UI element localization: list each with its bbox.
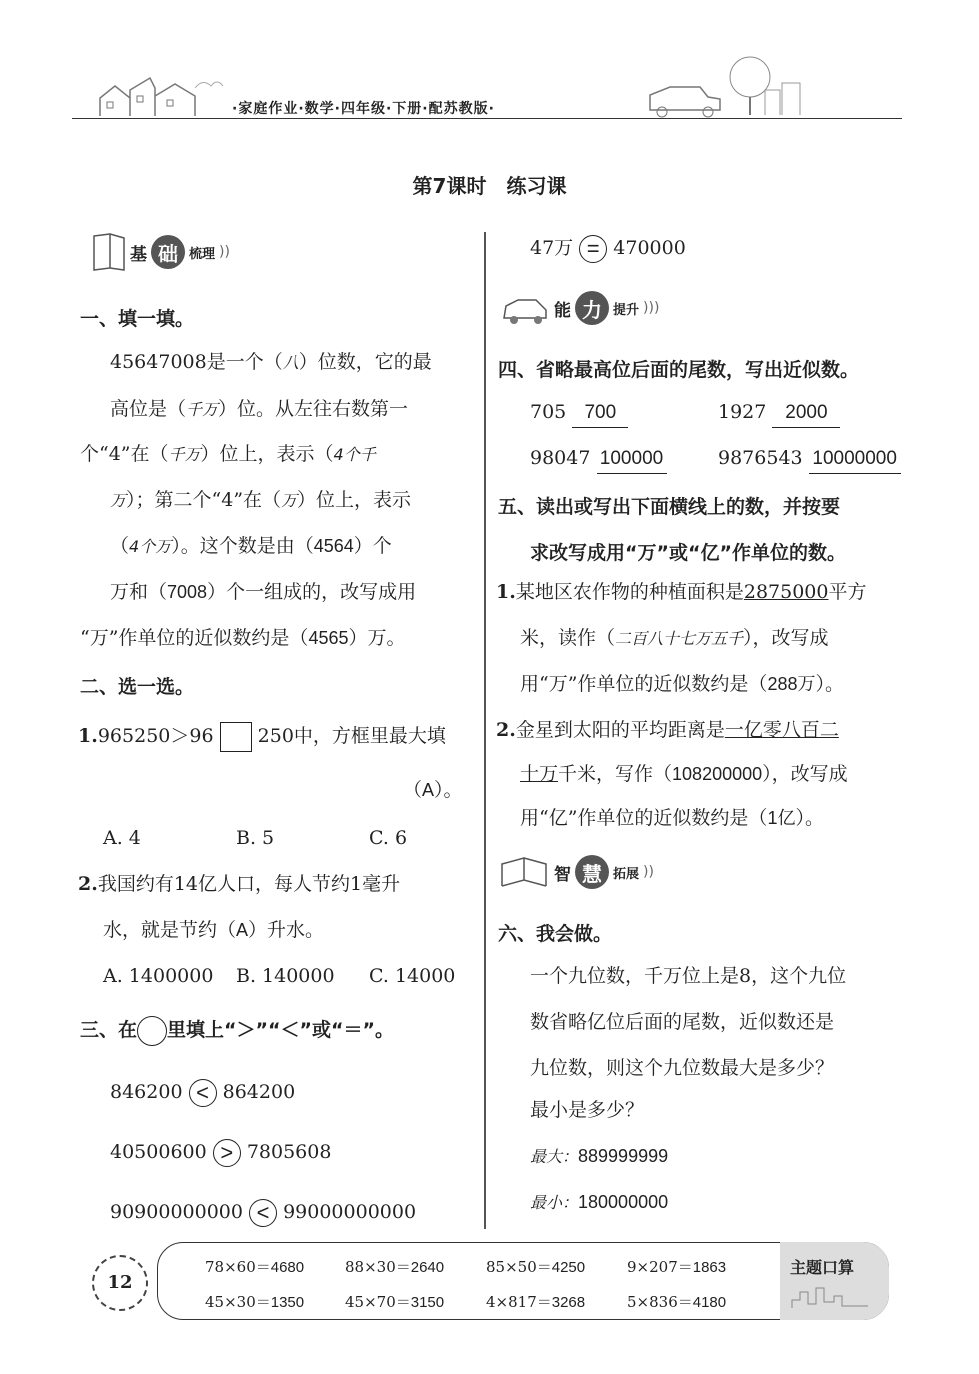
s3-row-1: 846200 < 864200: [110, 1080, 296, 1105]
s1-line-2: 高位是（千万）位。从左往右数第一: [110, 398, 409, 420]
s6-min: 最小：180000000: [530, 1192, 669, 1212]
car-icon: [500, 290, 550, 326]
skyline-icon: [790, 1282, 870, 1310]
calc-1: 78×60＝4680: [205, 1258, 305, 1276]
s2-q2-option-b: B. 140000: [236, 965, 335, 987]
s1-line-7: “万”作单位的近似数约是（4565）万。: [80, 627, 406, 649]
s5-q1-line-2: 米，读作（二百八十七万五千），改写成: [520, 627, 829, 649]
s1-line-4: 万）；第二个“4”在（万）位上，表示: [110, 489, 412, 511]
s6-line-4: 最小是多少？: [530, 1099, 645, 1121]
s2-q1-option-b: B. 5: [236, 827, 275, 849]
badge-basic: 基 础 梳理 )): [90, 232, 230, 272]
circle-icon: [137, 1016, 167, 1046]
s5-q2-line-1: 2.金星到太阳的平均距离是一亿零八百二: [496, 719, 839, 741]
section-6-title: 六、我会做。: [498, 923, 613, 945]
section-5-title-1: 五、读出或写出下面横线上的数，并按要: [498, 496, 841, 518]
book-icon: [90, 232, 126, 272]
s2-q1-option-a: A. 4: [103, 827, 141, 849]
s4-item-4: 9876543 10000000: [718, 444, 901, 474]
section-3-title: 三、在 里填上“＞”“＜”或“＝”。: [80, 1015, 394, 1046]
badge-ability: 能 力 提升 ))): [500, 290, 659, 326]
s2-q2-option-a: A. 1400000: [103, 965, 214, 987]
badge-wisdom: 智 慧 拓展 )): [500, 852, 654, 892]
s1-line-3: 个“4”在（千万）位上，表示（4个千: [80, 443, 376, 465]
s2-q2-line-1: 2.我国约有14亿人口，每人节约1毫升: [78, 873, 401, 895]
houses-illustration: [95, 68, 225, 120]
section-4-title: 四、省略最高位后面的尾数，写出近似数。: [498, 359, 860, 381]
s5-q2-line-3: 用“亿”作单位的近似数约是（1亿）。: [520, 807, 824, 829]
calc-7: 4×817＝3268: [486, 1293, 586, 1311]
page-title: 第7课时 练习课: [412, 174, 567, 198]
s4-item-3: 98047 100000: [530, 444, 667, 474]
digit-box: [220, 722, 252, 752]
s2-q2-line-2: 水，就是节约（A）升水。: [103, 919, 325, 941]
column-divider: [484, 232, 486, 1229]
open-book-icon: [500, 852, 550, 892]
s4-item-1: 705 700: [530, 398, 628, 428]
calc-6: 45×70＝3150: [345, 1293, 445, 1311]
s1-line-1: 45647008是一个（八）位数，它的最: [110, 351, 432, 373]
s6-line-1: 一个九位数，千万位上是8，这个九位: [530, 965, 847, 987]
s2-q2-option-c: C. 14000: [369, 965, 456, 987]
s2-q1: 1.965250＞96 250中，方框里最大填: [78, 722, 446, 752]
section-2-title: 二、选一选。: [80, 676, 195, 698]
s5-q1-line-1: 1.某地区农作物的种植面积是2875000平方: [496, 581, 867, 603]
page-number: 12: [92, 1255, 148, 1311]
s3-row-3: 90900000000 < 99000000000: [110, 1200, 417, 1225]
section-1-title: 一、填一填。: [80, 308, 195, 330]
s5-q1-line-3: 用“万”作单位的近似数约是（288万）。: [520, 673, 844, 695]
mental-math-label: 主题口算: [790, 1258, 855, 1277]
s1-line-6: 万和（7008）个一组成的，改写成用: [110, 581, 417, 603]
calc-4: 9×207＝1863: [627, 1258, 727, 1276]
s5-q2-line-2: 十万千米，写作（108200000），改写成: [520, 763, 848, 785]
s1-line-5: （4个万）。这个数是由（4564）个: [110, 535, 392, 557]
s6-max: 最大：889999999: [530, 1146, 669, 1166]
s4-item-2: 1927 2000: [718, 398, 840, 428]
s2-q1-option-c: C. 6: [369, 827, 408, 849]
section-5-title-2: 求改写成用“万”或“亿”作单位的数。: [530, 542, 846, 564]
car-tree-illustration: [630, 55, 810, 120]
s2-q1-answer: （A）。: [403, 779, 463, 801]
s3-row-2: 40500600 > 7805608: [110, 1140, 332, 1165]
header-title: ·家庭作业·数学·四年级·下册·配苏教版·: [232, 101, 495, 117]
s6-line-2: 数省略亿位后面的尾数，近似数还是: [530, 1011, 835, 1033]
calc-2: 88×30＝2640: [345, 1258, 445, 1276]
calc-8: 5×836＝4180: [627, 1293, 727, 1311]
calc-5: 45×30＝1350: [205, 1293, 305, 1311]
s6-line-3: 九位数，则这个九位数最大是多少？: [530, 1057, 835, 1079]
calc-3: 85×50＝4250: [486, 1258, 586, 1276]
s3-row-4: 47万 = 470000: [530, 236, 686, 261]
header-rule: [72, 118, 902, 119]
